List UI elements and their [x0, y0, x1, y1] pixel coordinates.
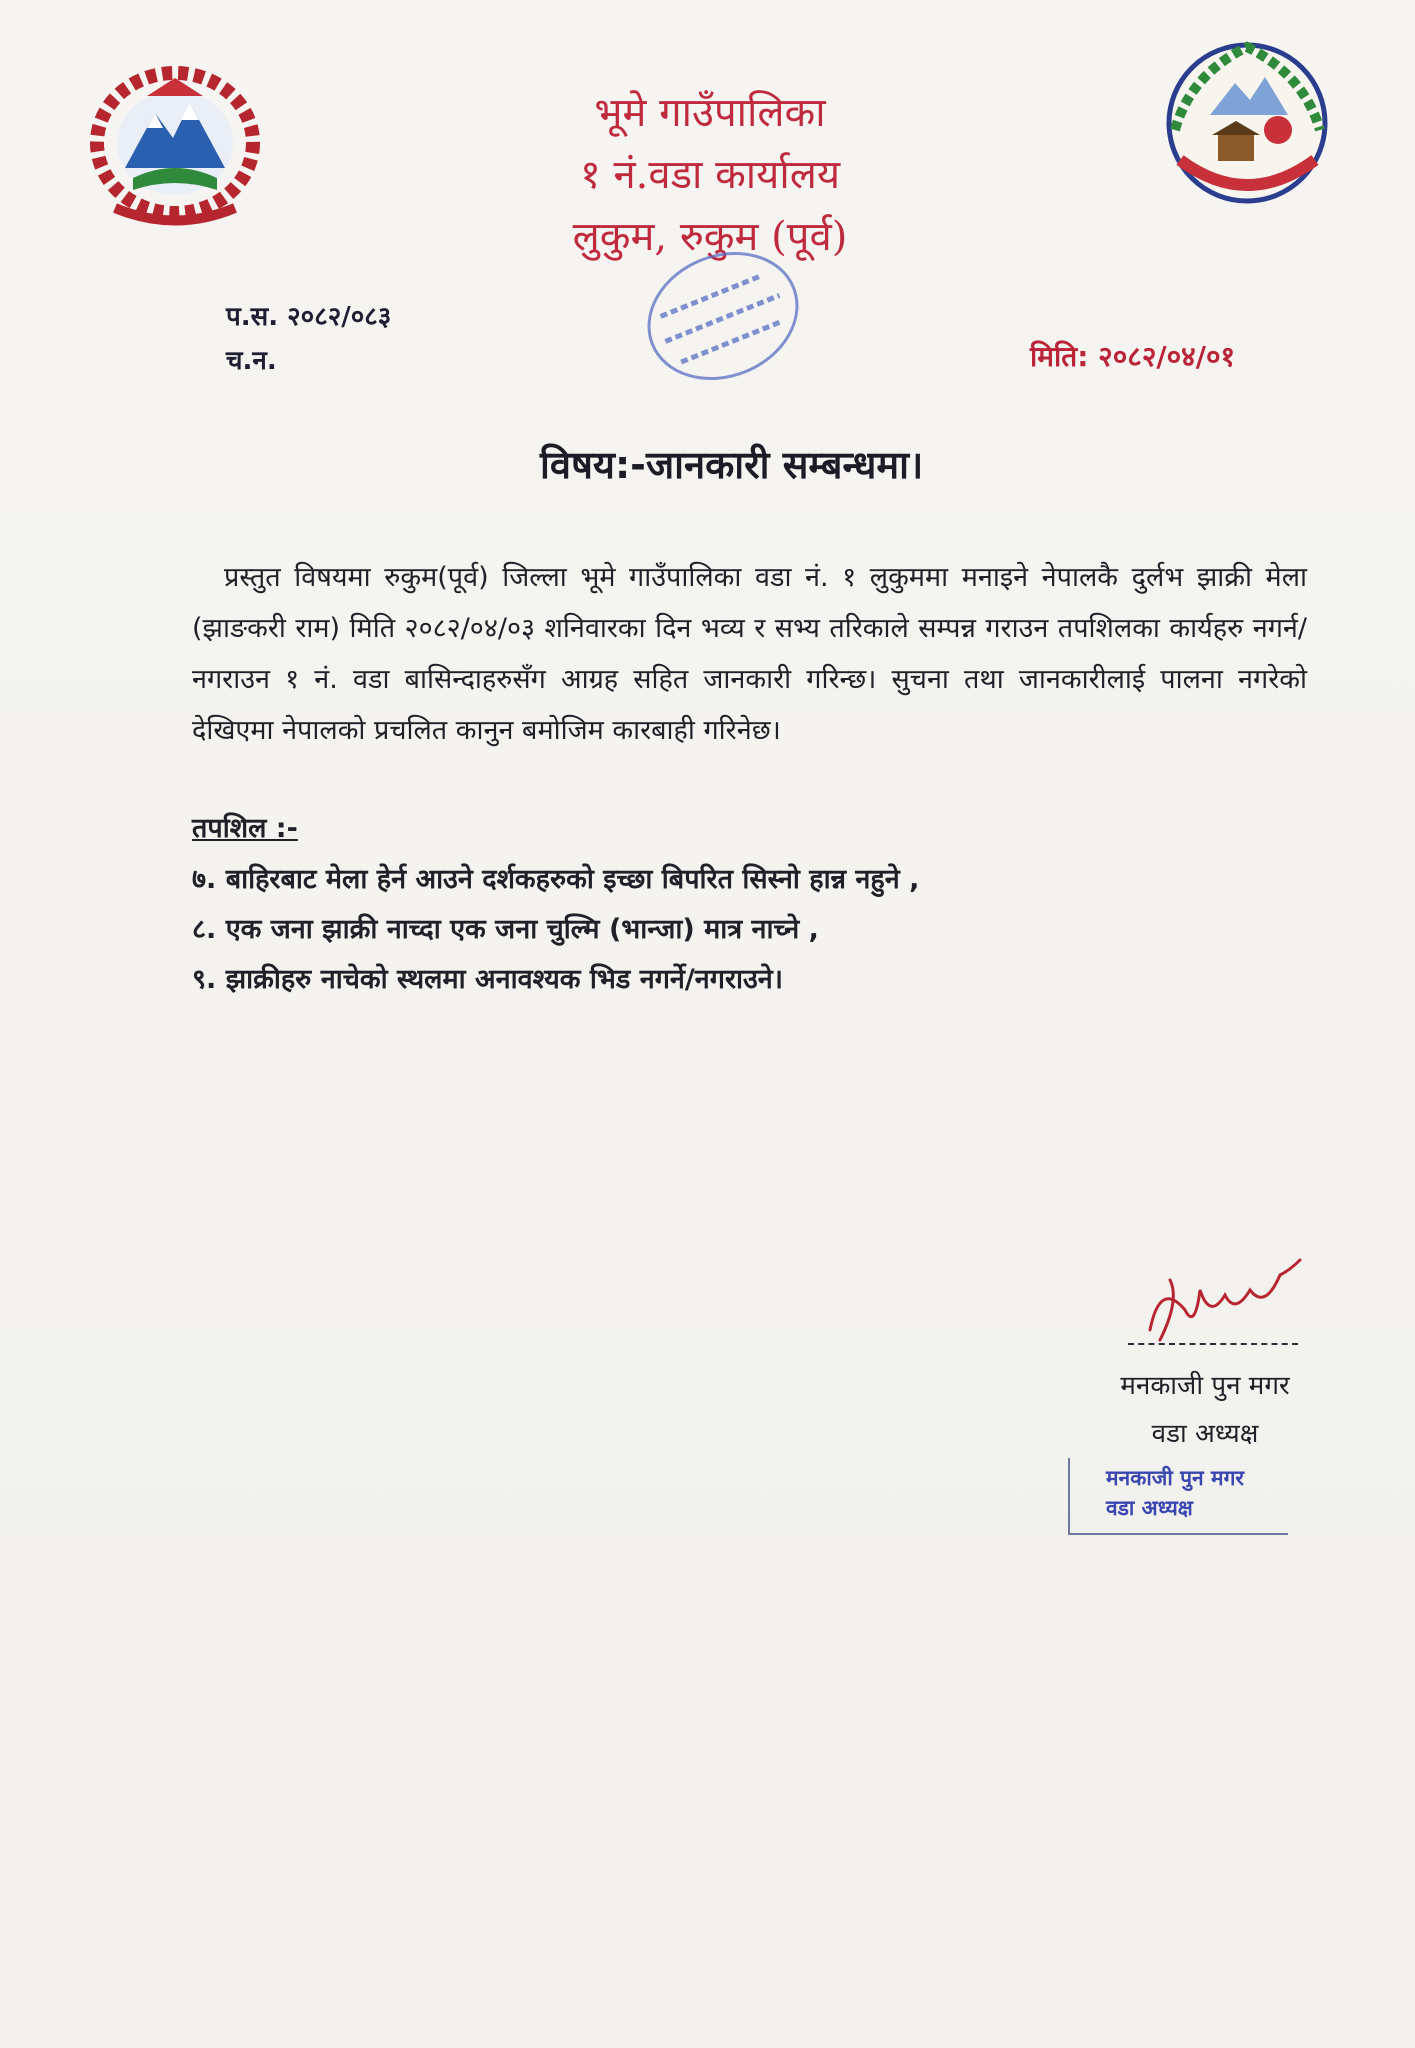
- letter-body: प्रस्तुत विषयमा रुकुम(पूर्व) जिल्ला भूमे गाउँपालिका वडा नं. १ लुकुममा मनाइने नेपालकै दुर्लभ झाक्री मेला (झाङकरी राम) मिति २०८२/०४/०३ शनिवारका दिन भव्य र सभ्य तरिकाले सम्पन्न गराउन तपशिलका कार्यहरु नगर्न/नगराउन १ नं. वडा बासिन्दाहरुसँग आग्रह सहित जानकारी गरिन्छ। सुचना तथा जानकारीलाई पालना नगरेको देखिएमा नेपालको प्रचलित कानुन बमोजिम कारबाही गरिनेछ।: [192, 562, 1307, 746]
- signer-title: वडा अध्यक्ष: [1151, 1419, 1259, 1449]
- handwritten-signature: [1140, 1250, 1310, 1345]
- municipality-name: भूमे गाउँपालिका: [594, 90, 826, 136]
- official-seal: [1068, 1458, 1288, 1535]
- list-item: ७. बाहिरबाट मेला हेर्न आउने दर्शकहरुको इच्छा बिपरित सिस्नो हान्न नहुने ,: [192, 864, 920, 895]
- signer-block: [1100, 1362, 1310, 1458]
- dispatch-number: च.न.: [226, 346, 277, 376]
- list-item: ८. एक जना झाक्री नाच्दा एक जना चुल्मि (भान्जा) मात्र नाच्ने ,: [192, 914, 819, 945]
- nepal-emblem-logo: [85, 58, 265, 228]
- list-heading: तपशिल :-: [192, 813, 298, 844]
- letter-date: मिति: २०८२/०४/०१: [1030, 340, 1236, 373]
- list-item: ९. झाक्रीहरु नाचेको स्थलमा अनावश्यक भिड नगर्ने/नगराउने।: [192, 964, 784, 995]
- ward-office-name: १ नं.वडा कार्यालय: [579, 152, 841, 198]
- signer-name: मनकाजी पुन मगर: [1120, 1371, 1290, 1401]
- letter-subject: विषय:-जानकारी सम्बन्धमा।: [540, 443, 924, 487]
- reference-block: [226, 295, 391, 383]
- office-address: लुकुम, रुकुम (पूर्व): [572, 214, 848, 260]
- letter-number: प.स. २०८२/०८३: [226, 302, 392, 332]
- seal-name: मनकाजी पुन मगर: [1106, 1465, 1244, 1490]
- instruction-list: [192, 855, 1292, 1005]
- seal-title: वडा अध्यक्ष: [1106, 1495, 1193, 1520]
- signature-line: [1128, 1343, 1298, 1345]
- municipality-logo: [1160, 35, 1335, 215]
- ward-office-stamp: [635, 238, 810, 393]
